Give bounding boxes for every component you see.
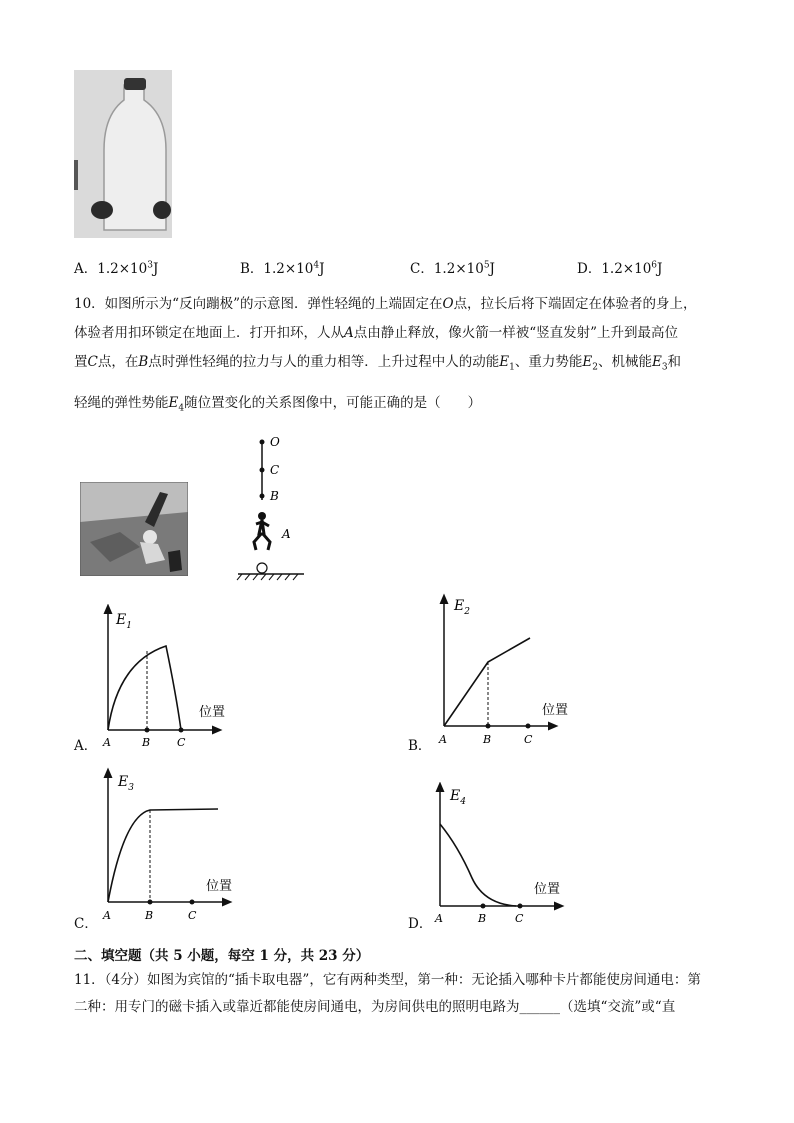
bottle-photo <box>74 70 172 238</box>
q10-line-4: 轻绳的弹性势能$E_4$随位置变化的关系图像中，可能正确的是（ ） <box>74 395 482 414</box>
graph-c <box>94 766 264 928</box>
q9-option-c: C．$1.2\times 10^5J$ <box>410 260 495 277</box>
graph-d-tick-c: C <box>515 912 524 925</box>
graph-a-tick-b: B <box>142 736 151 749</box>
graph-a-tick-a: A <box>103 736 111 749</box>
graph-a-ylabel: $E_1$ <box>116 612 132 631</box>
graph-b-xlabel: 位置 <box>542 703 569 718</box>
graph-c-option-label: C． <box>74 916 98 932</box>
q9-option-b: B．$1.2\times 10^4J$ <box>240 260 325 277</box>
graph-d-tick-b: B <box>478 912 487 925</box>
graph-d-xlabel: 位置 <box>534 882 561 897</box>
q9-option-d: D．$1.2\times 10^6J$ <box>577 260 663 277</box>
graph-a <box>96 604 266 754</box>
q11-line-2: 二种：用专门的磁卡插入或靠近都能使房间通电，为房间供电的照明电路为______（选填“交流”或“直 <box>74 999 676 1015</box>
diagram-label-c: C <box>270 463 280 477</box>
bungee-photo <box>80 482 188 576</box>
graph-b-option-label: B． <box>408 738 432 754</box>
graph-b-curve <box>444 638 530 726</box>
graph-d-ylabel: $E_4$ <box>450 788 466 807</box>
graph-b-tick-a: A <box>439 733 447 746</box>
graph-b-tick-c: C <box>524 733 533 746</box>
graph-d-curve <box>440 824 516 906</box>
q11-line-1: 11．（4分）如图为宾馆的“插卡取电器”，它有两种类型，第一种：无论插入哪种卡片都能使房间通电：第 <box>74 972 701 988</box>
graph-d <box>428 782 598 928</box>
q10-line-2: 体验者用扣环锁定在地面上．打开扣环，人从A点由静止释放，像火箭一样被“竖直发射”上升到最高位 <box>74 325 679 341</box>
q10-line-1: 10．如图所示为“反向蹦极”的示意图．弹性轻绳的上端固定在O点，拉长后将下端固定在体验者的身上， <box>74 296 697 312</box>
graph-c-xlabel: 位置 <box>206 879 233 894</box>
graph-a-option-label: A． <box>74 738 98 754</box>
graph-a-tick-c: C <box>177 736 186 749</box>
q9-option-a: A．$1.2\times 10^3J$ <box>74 260 159 277</box>
graph-c-tick-b: B <box>145 909 154 922</box>
graph-d-tick-a: A <box>435 912 443 925</box>
section-2-heading: 二、填空题（共 5 小题，每空 1 分，共 23 分） <box>74 948 370 964</box>
graph-b-ylabel: $E_2$ <box>454 598 470 617</box>
graph-c-ylabel: $E_3$ <box>118 774 134 793</box>
point-c-dot <box>260 468 265 473</box>
diagram-label-o: O <box>270 435 280 449</box>
diagram-label-a: A <box>282 527 291 541</box>
graph-a-curve <box>108 646 181 730</box>
graph-c-tick-c: C <box>188 909 197 922</box>
point-o-dot <box>260 440 265 445</box>
diagram-label-b: B <box>270 489 279 503</box>
graph-b-tick-b: B <box>483 733 492 746</box>
graph-c-tick-a: A <box>103 909 111 922</box>
point-b-dot <box>260 494 265 499</box>
bottle-illustration <box>74 70 172 238</box>
person-figure <box>254 512 270 550</box>
graph-b <box>430 592 600 752</box>
bungee-photo-illustration <box>80 482 188 576</box>
bungee-diagram <box>232 430 312 586</box>
graph-c-curve <box>108 809 218 902</box>
graph-d-option-label: D． <box>408 916 433 932</box>
graph-a-xlabel: 位置 <box>199 705 226 720</box>
q10-line-3: 置C点，在B点时弹性轻绳的拉力与人的重力相等．上升过程中人的动能$E_1$、重力势能$E_2$、机械能$E_3$和 <box>74 354 682 373</box>
